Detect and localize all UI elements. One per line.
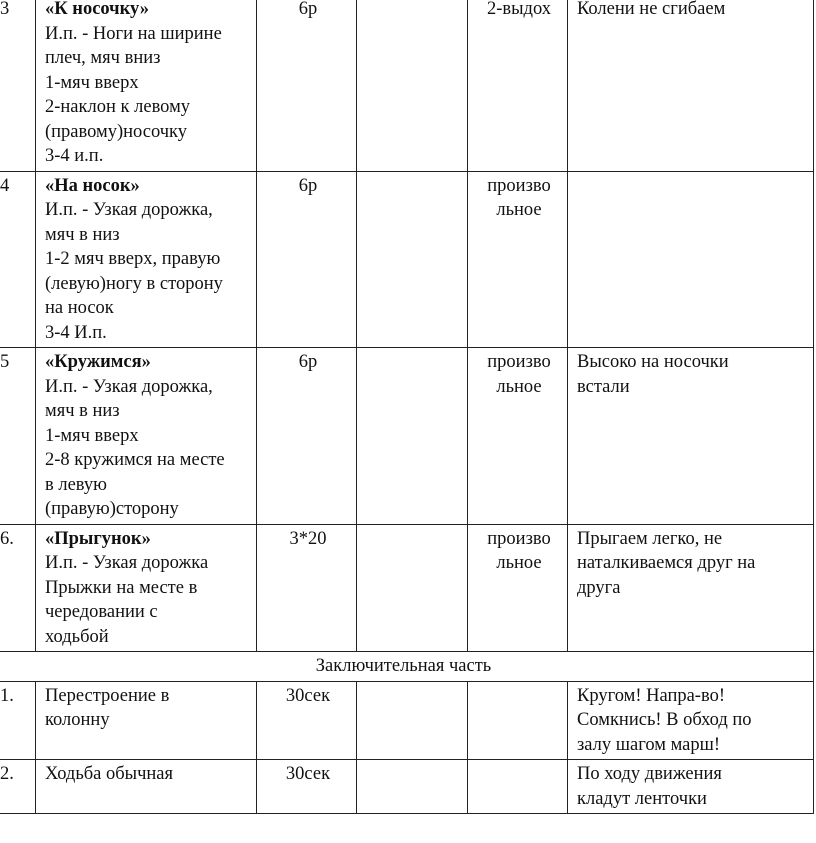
notes-line: Кругом! Напра-во! — [577, 685, 725, 706]
exercise-line: 3-4 и.п. — [45, 146, 104, 166]
breathing-cell — [468, 348, 568, 525]
exercise-title: «На носок» — [45, 175, 140, 196]
exercise-description — [36, 348, 257, 525]
breathing-cell — [468, 171, 568, 348]
empty-cell — [357, 760, 468, 814]
dosage-cell: 6р — [257, 0, 357, 171]
exercise-line: И.п. - Узкая дорожка — [45, 553, 209, 573]
breathing-line: произво — [487, 528, 551, 549]
notes-cell — [568, 171, 814, 348]
exercise-line: на носок — [45, 298, 114, 318]
breathing-line: 2-выдох — [486, 0, 552, 19]
exercise-line: (правому)носочку — [45, 121, 188, 142]
exercise-line: И.п. - Узкая дорожка, — [45, 376, 213, 397]
row-number: 4 — [0, 171, 36, 348]
exercise-description — [36, 524, 257, 652]
exercise-title: «Кружимся» — [45, 352, 151, 372]
empty-cell — [357, 0, 468, 171]
dosage-cell: 6р — [257, 348, 357, 525]
row-number: 6. — [0, 524, 36, 652]
exercise-title: «Прыгунок» — [45, 528, 151, 549]
notes-line: кладут ленточки — [577, 788, 707, 809]
exercise-line: ходьбой — [45, 626, 109, 647]
notes-line: По ходу движения — [577, 764, 722, 784]
notes-line: залу шагом марш! — [577, 734, 721, 755]
table-row — [0, 171, 814, 348]
table-row — [0, 0, 814, 171]
breathing-cell — [468, 0, 568, 171]
table-row — [0, 524, 814, 652]
section-title: Заключительная часть — [0, 652, 814, 682]
notes-line: Прыгаем легко, не — [577, 528, 723, 549]
exercise-description — [36, 760, 257, 814]
exercise-line: Прыжки на месте в — [45, 577, 198, 598]
exercise-line: 2-наклон к левому — [45, 97, 191, 117]
exercise-line: Ходьба обычная — [45, 764, 174, 784]
exercise-description — [36, 681, 257, 760]
empty-cell — [357, 348, 468, 525]
empty-cell — [357, 171, 468, 348]
exercise-line: в левую — [45, 474, 107, 495]
exercise-line: 1-2 мяч вверх, правую — [45, 249, 221, 269]
exercise-line: плеч, мяч вниз — [45, 48, 161, 68]
notes-cell — [568, 524, 814, 652]
breathing-cell — [468, 681, 568, 760]
exercise-description — [36, 0, 257, 171]
exercise-line: Перестроение в — [45, 685, 170, 706]
notes-cell — [568, 760, 814, 814]
notes-line: друга — [577, 577, 621, 598]
exercise-line: (левую)ногу в сторону — [45, 273, 223, 294]
breathing-cell — [468, 760, 568, 814]
exercise-line: 2-8 кружимся на месте — [45, 450, 225, 470]
exercise-description — [36, 171, 257, 348]
exercise-line: И.п. - Ноги на ширине — [45, 23, 222, 44]
breathing-line: льное — [496, 200, 542, 220]
breathing-line: льное — [496, 376, 542, 397]
notes-line: встали — [577, 376, 630, 397]
table-row — [0, 681, 814, 760]
row-number: 5 — [0, 348, 36, 525]
breathing-line: произво — [487, 352, 551, 372]
dosage-cell: 30сек — [257, 760, 357, 814]
row-number: 3 — [0, 0, 36, 171]
exercise-line: чередовании с — [45, 602, 158, 622]
notes-cell — [568, 681, 814, 760]
row-number: 2. — [0, 760, 36, 814]
notes-line: наталкиваемся друг на — [577, 553, 756, 573]
exercise-line: 1-мяч вверх — [45, 425, 139, 446]
breathing-line: льное — [496, 553, 542, 573]
table-row — [0, 760, 814, 814]
exercise-title: «К носочку» — [45, 0, 149, 19]
exercise-line: И.п. - Узкая дорожка, — [45, 200, 213, 220]
exercise-line: 1-мяч вверх — [45, 72, 139, 93]
section-row — [0, 652, 814, 682]
empty-cell — [357, 524, 468, 652]
exercise-line: колонну — [45, 710, 110, 730]
row-number: 1. — [0, 681, 36, 760]
notes-cell — [568, 348, 814, 525]
breathing-line: произво — [487, 175, 551, 196]
dosage-cell: 6р — [257, 171, 357, 348]
notes-line: Высоко на носочки — [577, 352, 729, 372]
notes-line: Сомкнись! В обход по — [577, 710, 752, 730]
notes-cell — [568, 0, 814, 171]
breathing-cell — [468, 524, 568, 652]
dosage-cell: 30сек — [257, 681, 357, 760]
empty-cell — [357, 681, 468, 760]
exercise-line: мяч в низ — [45, 401, 120, 421]
exercise-line: 3-4 И.п. — [45, 322, 107, 343]
exercise-line: мяч в низ — [45, 224, 120, 245]
table-row — [0, 348, 814, 525]
exercise-line: (правую)сторону — [45, 499, 179, 519]
dosage-cell: 3*20 — [257, 524, 357, 652]
notes-line: Колени не сгибаем — [577, 0, 726, 19]
